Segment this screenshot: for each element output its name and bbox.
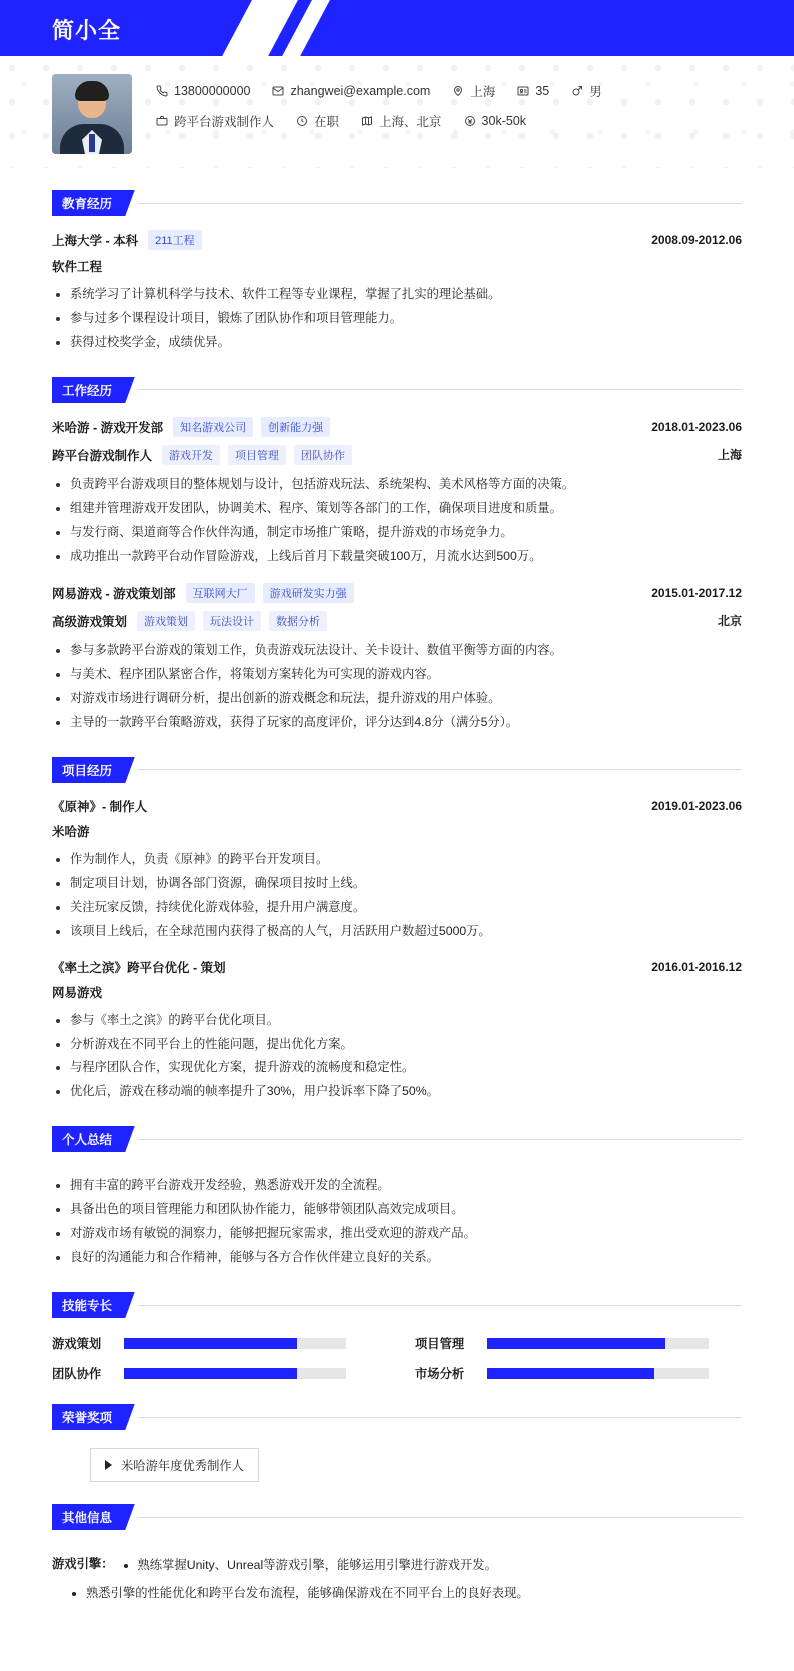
work-role: 跨平台游戏制作人 xyxy=(52,448,153,463)
other-info-line xyxy=(52,1554,742,1578)
phone-icon xyxy=(156,85,168,97)
skill-bar-fill xyxy=(487,1368,654,1379)
other-sub-list xyxy=(52,1582,742,1606)
skill-bar xyxy=(487,1338,709,1349)
education-major: 软件工程 xyxy=(52,260,103,274)
money-icon xyxy=(464,115,476,127)
id-card-icon xyxy=(517,85,529,97)
education-entry xyxy=(52,230,742,355)
project-date: 2019.01-2023.06 xyxy=(651,798,742,813)
section-summary xyxy=(0,1126,794,1270)
section-title-project: 项目经历 xyxy=(52,757,122,783)
skill-bar xyxy=(124,1338,346,1349)
list-item: • 具备出色的项目管理能力和团队协作能力，能够带领团队高效完成项目。 xyxy=(70,1198,742,1222)
skill-bar xyxy=(124,1368,346,1379)
section-skills xyxy=(0,1292,794,1382)
basic-info-row-2 xyxy=(156,112,742,130)
list-item: • 与美术、程序团队紧密合作，将策划方案转化为可实现的游戏内容。 xyxy=(70,663,742,687)
skill-label: 项目管理 xyxy=(415,1337,465,1352)
list-item: • 主导的一款跨平台策略游戏，获得了玩家的高度评价，评分达到4.8分（满分5分）。 xyxy=(70,711,742,735)
phone-value: 13800000000 xyxy=(174,84,251,98)
email-value: zhangwei@example.com xyxy=(290,84,431,98)
work-location: 北京 xyxy=(717,614,742,629)
gender-item xyxy=(571,82,602,100)
list-item: • 良好的沟通能力和合作精神，能够与各方合作伙伴建立良好的关系。 xyxy=(70,1246,742,1270)
section-title-honors: 荣誉奖项 xyxy=(52,1404,122,1430)
skill-item xyxy=(52,1334,379,1352)
map-icon xyxy=(361,115,373,127)
project-name: 《率土之滨》跨平台优化 - 策划 xyxy=(52,960,226,975)
other-label: 游戏引擎： xyxy=(52,1557,114,1572)
project-date: 2016.01-2016.12 xyxy=(651,959,742,974)
education-bullets xyxy=(52,283,742,355)
list-item: • 关注玩家反馈，持续优化游戏体验，提升用户满意度。 xyxy=(70,896,742,920)
section-divider xyxy=(138,769,742,770)
work-tag: 知名游戏公司 xyxy=(173,417,253,437)
honor-label: 米哈游年度优秀制作人 xyxy=(121,1459,244,1474)
section-header-project xyxy=(52,757,742,783)
list-item: • 参与过多个课程设计项目，锻炼了团队协作和项目管理能力。 xyxy=(70,307,742,331)
project-company: 米哈游 xyxy=(52,824,90,839)
section-title-work: 工作经历 xyxy=(52,377,122,403)
work-skill-tag: 团队协作 xyxy=(294,445,352,465)
section-divider xyxy=(138,389,742,390)
work-skill-tag: 玩法设计 xyxy=(203,611,261,631)
status-item xyxy=(296,112,339,130)
skills-grid xyxy=(52,1322,742,1382)
section-work xyxy=(0,377,794,735)
list-item: • 系统学习了计算机科学与技术、软件工程等专业课程，掌握了扎实的理论基础。 xyxy=(70,283,742,307)
project-name: 《原神》- 制作人 xyxy=(52,799,148,814)
work-tag: 创新能力强 xyxy=(261,417,330,437)
skill-bar-fill xyxy=(487,1338,665,1349)
basic-info-row-1 xyxy=(156,82,742,100)
work-role: 高级游戏策划 xyxy=(52,614,128,629)
project-company: 网易游戏 xyxy=(52,985,103,1000)
skill-bar-fill xyxy=(124,1368,297,1379)
skill-label: 市场分析 xyxy=(415,1367,465,1382)
list-item: • 对游戏市场进行调研分析，提出创新的游戏概念和玩法，提升游戏的用户体验。 xyxy=(70,687,742,711)
skill-item xyxy=(415,1334,742,1352)
skill-bar xyxy=(487,1368,709,1379)
project-entry xyxy=(52,958,742,1105)
project-bullets xyxy=(52,1009,742,1105)
list-item: • 分析游戏在不同平台上的性能问题，提出优化方案。 xyxy=(70,1033,742,1057)
work-company: 网易游戏 - 游戏策划部 xyxy=(52,586,176,601)
briefcase-icon xyxy=(156,115,168,127)
other-main-list xyxy=(120,1554,497,1578)
section-title-education: 教育经历 xyxy=(52,190,122,216)
locations-value: 上海、北京 xyxy=(379,115,442,129)
section-honors xyxy=(0,1404,794,1482)
list-item: • 参与《率土之滨》的跨平台优化项目。 xyxy=(70,1009,742,1033)
age-item xyxy=(517,84,549,98)
gender-value: 男 xyxy=(589,85,602,99)
position-value: 跨平台游戏制作人 xyxy=(174,115,275,129)
project-bullets xyxy=(52,848,742,944)
locations-item xyxy=(361,112,442,130)
section-header-skills xyxy=(52,1292,742,1318)
work-bullets xyxy=(52,639,742,735)
section-title-other: 其他信息 xyxy=(52,1504,122,1530)
status-value: 在职 xyxy=(314,115,340,129)
section-education xyxy=(0,190,794,355)
list-item: • 熟悉引擎的性能优化和跨平台发布流程，能够确保游戏在不同平台上的良好表现。 xyxy=(86,1582,742,1606)
list-item: • 作为制作人，负责《原神》的跨平台开发项目。 xyxy=(70,848,742,872)
skill-item xyxy=(415,1364,742,1382)
list-item: • 成功推出一款跨平台动作冒险游戏，上线后首月下载量突破100万，月流水达到500万。 xyxy=(70,545,742,569)
skill-bar-fill xyxy=(124,1338,297,1349)
list-item: • 制定项目计划，协调各部门资源，确保项目按时上线。 xyxy=(70,872,742,896)
education-school: 上海大学 - 本科 xyxy=(52,234,139,248)
email-item xyxy=(272,84,430,98)
list-item: • 负责跨平台游戏项目的整体规划与设计，包括游戏玩法、系统架构、美术风格等方面的决策。 xyxy=(70,473,742,497)
project-entry xyxy=(52,797,742,944)
education-tag: 211工程 xyxy=(148,230,202,250)
phone-item xyxy=(156,84,250,98)
play-triangle-icon xyxy=(105,1460,112,1470)
city-value: 上海 xyxy=(470,85,496,99)
work-tag: 游戏研发实力强 xyxy=(263,583,354,603)
section-project xyxy=(0,757,794,1105)
section-header-honors xyxy=(52,1404,742,1430)
skill-item xyxy=(52,1364,379,1382)
city-item xyxy=(452,82,495,100)
work-tag: 互联网大厂 xyxy=(186,583,255,603)
section-divider xyxy=(138,1417,742,1418)
section-title-skills: 技能专长 xyxy=(52,1292,122,1318)
basic-info-band xyxy=(0,56,794,168)
list-item: • 熟练掌握Unity、Unreal等游戏引擎，能够运用引擎进行游戏开发。 xyxy=(138,1554,497,1578)
section-divider xyxy=(138,1517,742,1518)
list-item: • 获得过校奖学金，成绩优异。 xyxy=(70,331,742,355)
list-item: • 拥有丰富的跨平台游戏开发经验，熟悉游戏开发的全流程。 xyxy=(70,1174,742,1198)
candidate-name: 简小全 xyxy=(52,18,122,43)
skill-label: 团队协作 xyxy=(52,1367,102,1382)
status-icon xyxy=(296,115,308,127)
list-item: • 组建并管理游戏开发团队，协调美术、程序、策划等各部门的工作，确保项目进度和质量。 xyxy=(70,497,742,521)
list-item: • 对游戏市场有敏锐的洞察力，能够把握玩家需求，推出受欢迎的游戏产品。 xyxy=(70,1222,742,1246)
list-item: • 该项目上线后，在全球范围内获得了极高的人气，月活跃用户数超过5000万。 xyxy=(70,920,742,944)
avatar xyxy=(52,74,132,154)
gender-icon xyxy=(571,85,583,97)
section-divider xyxy=(138,1305,742,1306)
work-bullets xyxy=(52,473,742,569)
work-location: 上海 xyxy=(717,448,742,463)
age-value: 35 xyxy=(535,84,550,98)
list-item: • 与程序团队合作，实现优化方案，提升游戏的流畅度和稳定性。 xyxy=(70,1056,742,1080)
section-header-summary xyxy=(52,1126,742,1152)
section-header-education xyxy=(52,190,742,216)
section-other xyxy=(0,1504,794,1630)
work-entry xyxy=(52,417,742,569)
basic-info-lines xyxy=(156,74,742,142)
section-divider xyxy=(138,203,742,204)
position-item xyxy=(156,112,274,130)
section-divider xyxy=(138,1139,742,1140)
education-date: 2008.09-2012.06 xyxy=(651,233,742,247)
work-date: 2015.01-2017.12 xyxy=(651,585,742,600)
section-title-summary: 个人总结 xyxy=(52,1126,122,1152)
list-item: • 与发行商、渠道商等合作伙伴沟通，制定市场推广策略，提升游戏的市场竞争力。 xyxy=(70,521,742,545)
list-item: • 优化后，游戏在移动端的帧率提升了30%，用户投诉率下降了50%。 xyxy=(70,1080,742,1104)
work-skill-tag: 游戏策划 xyxy=(137,611,195,631)
honor-item xyxy=(90,1448,259,1482)
salary-item xyxy=(464,114,526,128)
work-company: 米哈游 - 游戏开发部 xyxy=(52,420,164,435)
work-skill-tag: 项目管理 xyxy=(228,445,286,465)
salary-value: 30k-50k xyxy=(481,114,527,128)
summary-bullets xyxy=(52,1174,742,1270)
work-skill-tag: 游戏开发 xyxy=(162,445,220,465)
resume-header xyxy=(0,0,794,56)
list-item: • 参与多款跨平台游戏的策划工作，负责游戏玩法设计、关卡设计、数值平衡等方面的内容。 xyxy=(70,639,742,663)
mail-icon xyxy=(272,85,284,97)
location-icon xyxy=(452,85,464,97)
work-skill-tag: 数据分析 xyxy=(269,611,327,631)
work-entry xyxy=(52,583,742,735)
work-date: 2018.01-2023.06 xyxy=(651,419,742,434)
section-header-other xyxy=(52,1504,742,1530)
section-header-work xyxy=(52,377,742,403)
skill-label: 游戏策划 xyxy=(52,1337,102,1352)
